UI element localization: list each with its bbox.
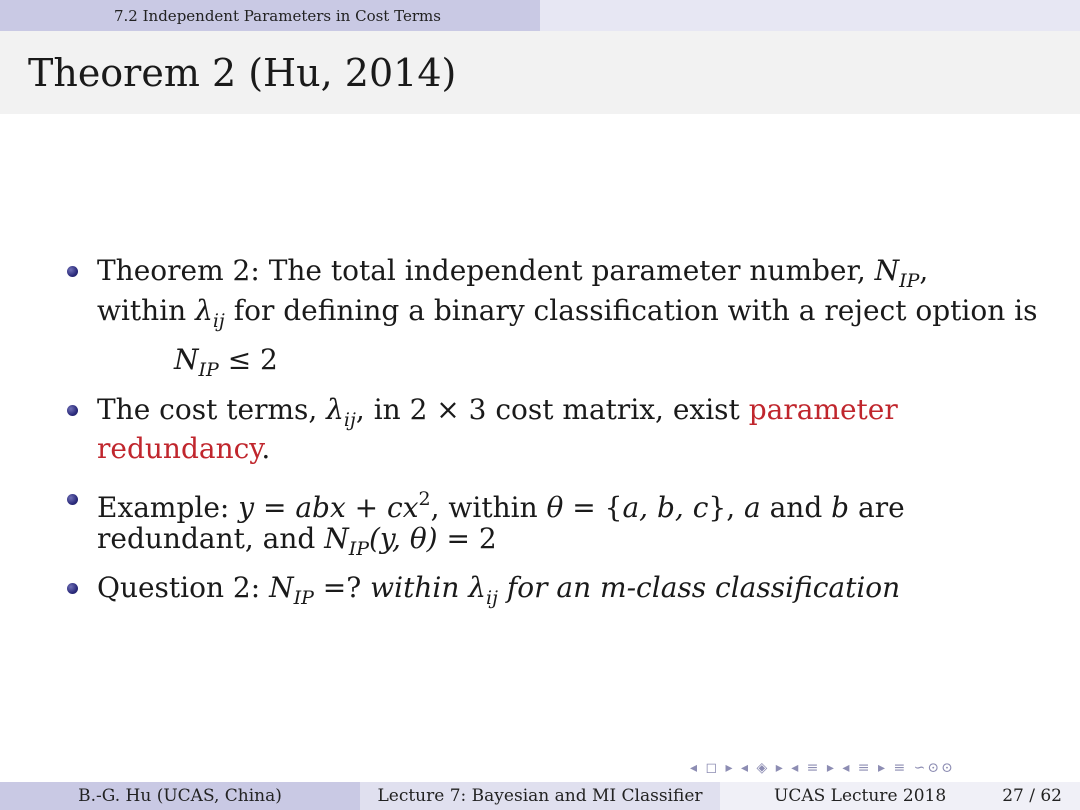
navigation-symbols[interactable]: ◂ ◻ ▸ ◂ ◈ ▸ ◂ ≡ ▸ ◂ ≡ ▸ ≡ ∽⊙⊙ xyxy=(690,760,955,776)
bullet-2-line-2: redundancy. xyxy=(97,432,271,465)
bullet-2-line-1: The cost terms, $\lambda_{ij}$, in 2 × 3 cost matrix, exist parameter xyxy=(97,393,898,431)
footer-lecture: Lecture 7: Bayesian and MI Classifier xyxy=(360,782,720,810)
bullet-1-equation: $N_{IP} \le 2$ xyxy=(174,343,278,381)
footer-author: B.-G. Hu (UCAS, China) xyxy=(0,782,360,810)
bullet-icon xyxy=(67,266,78,277)
bullet-icon xyxy=(67,583,78,594)
bullet-icon xyxy=(67,405,78,416)
bullet-1-line-2: within $\lambda_{ij}$ for defining a binary classification with a reject option is xyxy=(97,294,1038,332)
section-title: 7.2 Independent Parameters in Cost Terms xyxy=(114,6,441,25)
footer-bar xyxy=(0,782,1080,810)
bullet-3-line-2: redundant, and $N_{IP}(y$, θ) = 2 xyxy=(97,522,497,560)
bullet-icon xyxy=(67,494,78,505)
bullet-3-line-1: Example: y = abx + $cx^2$, within θ = {a, b, c}, a and b are xyxy=(97,488,905,524)
slide-title: Theorem 2 (Hu, 2014) xyxy=(28,50,457,95)
bullet-1-line-1: Theorem 2: The total independent parameter number, $N_{IP}$, xyxy=(97,254,929,292)
footer-venue-page xyxy=(720,782,1080,810)
bullet-4-line-1: Question 2: $N_{IP}$ =? within $\lambda_{ij}$ for an m-class classification xyxy=(97,571,901,609)
footer-venue: UCAS Lecture 2018 xyxy=(774,786,947,806)
page-number: 27 / 62 xyxy=(1002,786,1062,806)
beamer-navigation-icons[interactable] xyxy=(690,760,955,776)
